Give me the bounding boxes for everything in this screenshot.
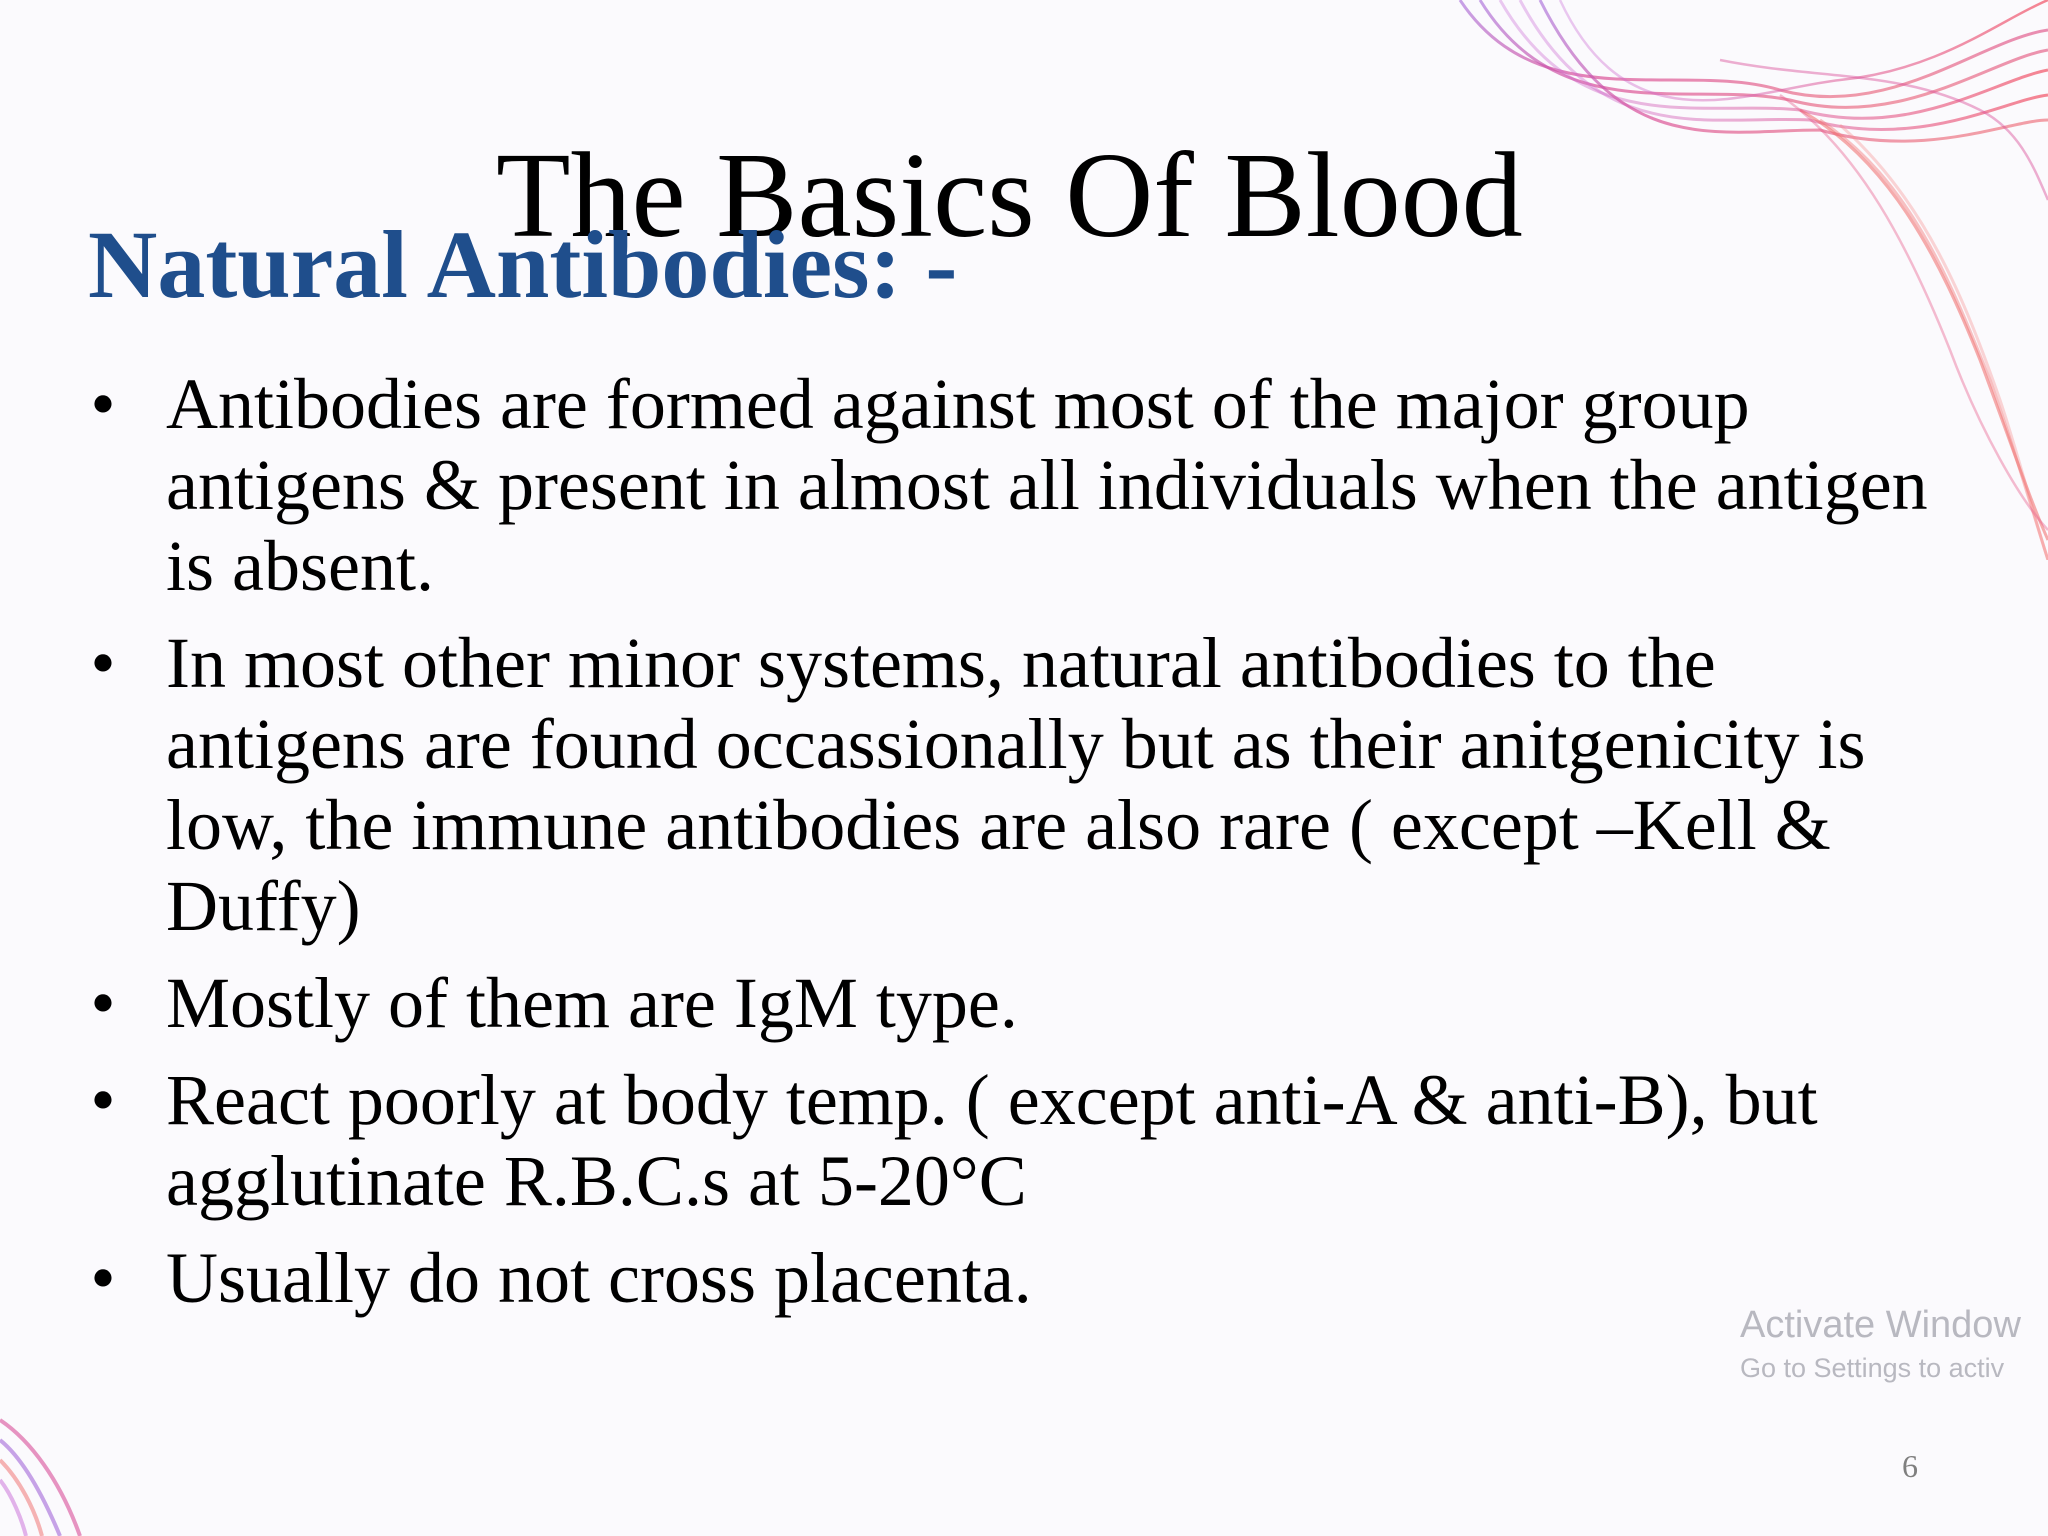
bullet-item — [88, 1238, 1988, 1319]
bullet-text: Usually do not cross placenta. — [166, 1238, 1032, 1318]
decorative-ribbon-corner-icon — [0, 1410, 110, 1536]
bullet-dot-icon: • — [90, 963, 116, 1043]
bullet-text: React poorly at body temp. ( except anti-A & anti-B), but agglutinate R.B.C.s at 5-20°C — [166, 1060, 1818, 1221]
bullet-text: In most other minor systems, natural antibodies to the antigens are found occassionally but as their anitgenicity is low, the immune antibodies are also rare ( except –Kell & Duffy) — [166, 623, 1866, 946]
watermark-line-2: Go to Settings to activ — [1740, 1353, 2005, 1383]
bullet-item — [88, 1060, 1988, 1222]
bullet-text: Antibodies are formed against most of the major group antigens & present in almost all individuals when the antigen is absent. — [166, 364, 1928, 606]
bullet-list — [88, 364, 1988, 1335]
bullet-item — [88, 963, 1988, 1044]
watermark-line-1: Activate Window — [1740, 1304, 2021, 1346]
slide-title: The Basics Of Blood — [496, 128, 1523, 263]
bullet-item — [88, 623, 1988, 947]
bullet-dot-icon: • — [90, 623, 116, 703]
bullet-text: Mostly of them are IgM type. — [166, 963, 1018, 1043]
bullet-dot-icon: • — [90, 1060, 116, 1140]
bullet-dot-icon: • — [90, 1238, 116, 1318]
page-number: 6 — [1902, 1448, 1918, 1484]
activate-windows-watermark — [1740, 1302, 2021, 1388]
bullet-item — [88, 364, 1988, 607]
section-heading: Natural Antibodies: - — [88, 211, 958, 318]
bullet-dot-icon: • — [90, 364, 116, 444]
